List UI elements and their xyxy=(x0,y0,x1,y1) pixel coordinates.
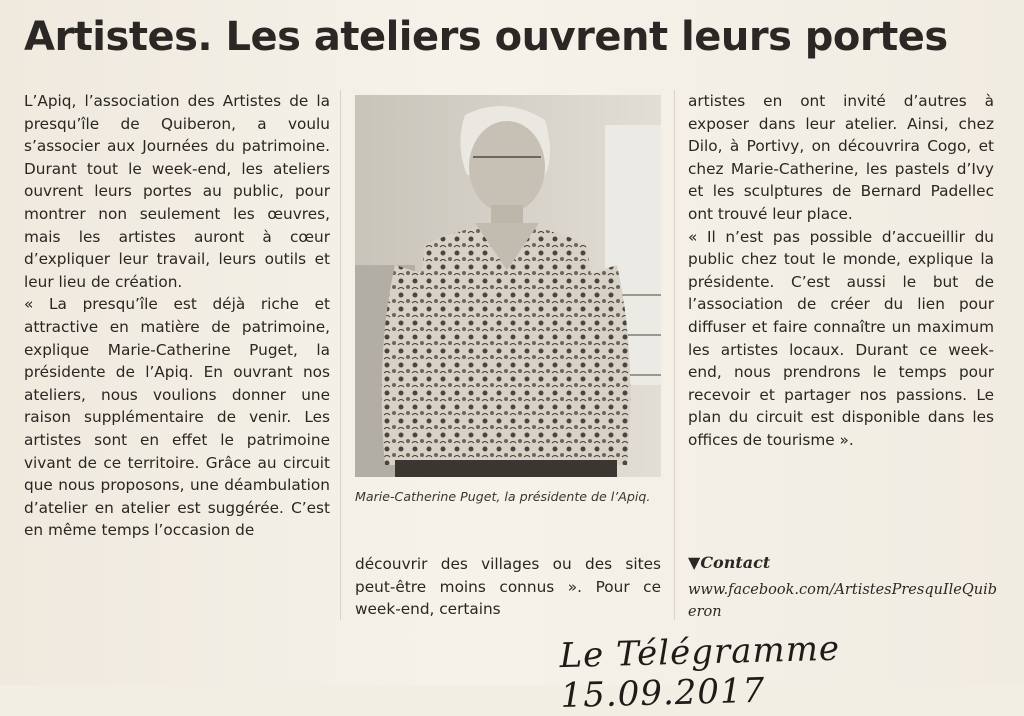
photo-caption: Marie-Catherine Puget, la présidente de l’Apiq. xyxy=(355,489,651,504)
paragraph: découvrir des villages ou des sites peut-être moins connus ». Pour ce week-end, certains xyxy=(355,555,661,619)
portrait-photo xyxy=(355,95,661,477)
contact-label: Contact xyxy=(700,553,771,572)
article-column-3 xyxy=(688,90,994,452)
contact-heading xyxy=(688,553,770,572)
portrait-illustration xyxy=(355,95,661,477)
handwritten-source-note: Le Télégramme 15.09.2017 xyxy=(559,628,841,716)
triangle-down-icon: ▼ xyxy=(688,553,701,572)
article-column-2 xyxy=(355,553,661,621)
paragraph: « La presqu’île est déjà riche et attractive en matière de patrimoine, explique Marie-Catherine Puget, la présidente de l’Apiq. En ouvrant nos ateliers, nous voulions donner une raison supplémentaire de venir. Les artistes sont en effet le patrimoine vivant de ce territoire. Grâce au circuit que nous proposons, une déambulation d’atelier en atelier est suggérée. C’est en même temps l’occasion de xyxy=(24,295,330,540)
column-divider xyxy=(674,90,675,620)
paragraph: artistes en ont invité d’autres à exposer dans leur atelier. Ainsi, chez Dilo, à Portivy, on découvrira Cogo, et chez Marie-Catherine, les pastels d’Ivy et les sculptures de Bernard Padellec ont trouvé leur place. xyxy=(688,92,994,223)
article-column-1 xyxy=(24,90,330,542)
article-headline: Artistes. Les ateliers ouvrent leurs portes xyxy=(24,14,948,60)
column-divider xyxy=(340,90,341,620)
paragraph: L’Apiq, l’association des Artistes de la presqu’île de Quiberon, a voulu s’associer aux Journées du patrimoine. Durant tout le week-end, les ateliers ouvrent leurs portes au public, pour montrer non seulement les œuvres, mais les artistes auront à cœur d’expliquer leur travail, leurs outils et leur lieu de création. xyxy=(24,92,330,291)
contact-link[interactable]: www.facebook.com/ArtistesPresquIleQuiberon xyxy=(688,582,998,620)
paragraph: « Il n’est pas possible d’accueillir du public chez tout le monde, explique la présidente. C’est aussi le but de l’association de créer du lien pour diffuser et faire connaître un maximum les artistes locaux. Durant ce week-end, nous prendrons le temps pour recevoir et partager nos passions. Le plan du circuit est disponible dans les offices de tourisme ». xyxy=(688,227,994,449)
